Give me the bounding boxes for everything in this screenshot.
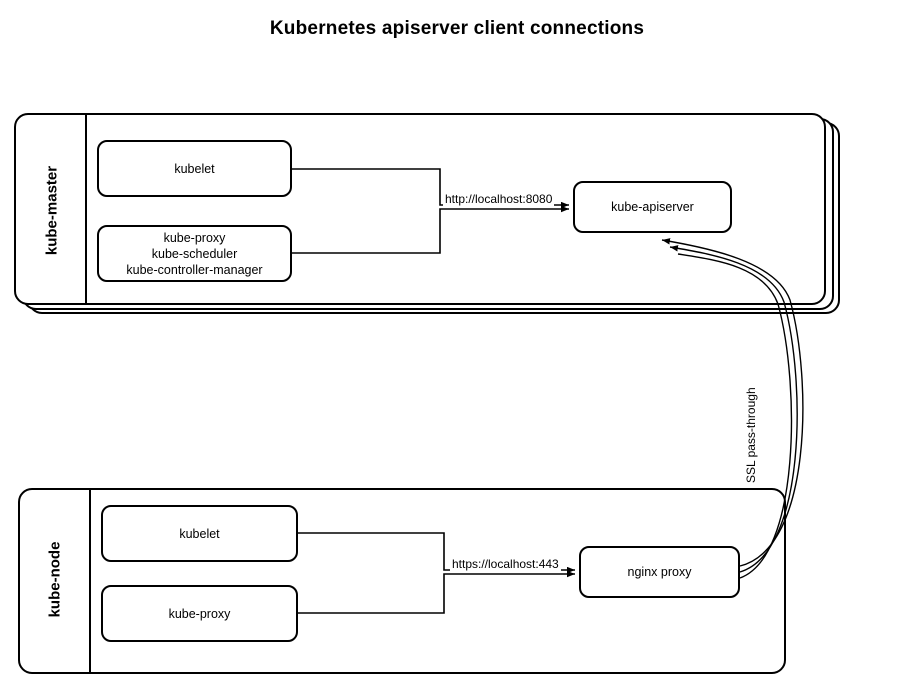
edge-label-ssl: SSL pass-through	[744, 387, 758, 483]
node-master-controlplane-line-3: kube-controller-manager	[126, 262, 263, 277]
node-master-kubelet-label: kubelet	[174, 161, 215, 176]
node-nginx-proxy[interactable]	[579, 546, 740, 598]
kube-node-label: kube-node	[46, 541, 64, 618]
node-node-kubeproxy[interactable]	[101, 585, 298, 642]
node-node-kubelet-label: kubelet	[179, 526, 220, 541]
node-master-controlplane-line-1: kube-proxy	[163, 230, 226, 245]
node-kube-apiserver[interactable]	[573, 181, 732, 233]
edge-label-http: http://localhost:8080	[445, 192, 553, 206]
node-master-controlplane[interactable]	[97, 225, 292, 282]
node-master-controlplane-line-2: kube-scheduler	[151, 246, 238, 261]
node-node-kubelet[interactable]	[101, 505, 298, 562]
node-kube-apiserver-label: kube-apiserver	[611, 200, 694, 214]
kube-master-label: kube-master	[43, 165, 61, 256]
page-title: Kubernetes apiserver client connections	[269, 18, 645, 39]
kube-master-divider	[85, 113, 87, 305]
edge-label-https: https://localhost:443	[452, 557, 559, 571]
kube-node-divider	[89, 488, 91, 674]
node-nginx-proxy-label: nginx proxy	[627, 565, 692, 579]
node-node-kubeproxy-label: kube-proxy	[168, 606, 231, 621]
node-master-kubelet[interactable]	[97, 140, 292, 197]
